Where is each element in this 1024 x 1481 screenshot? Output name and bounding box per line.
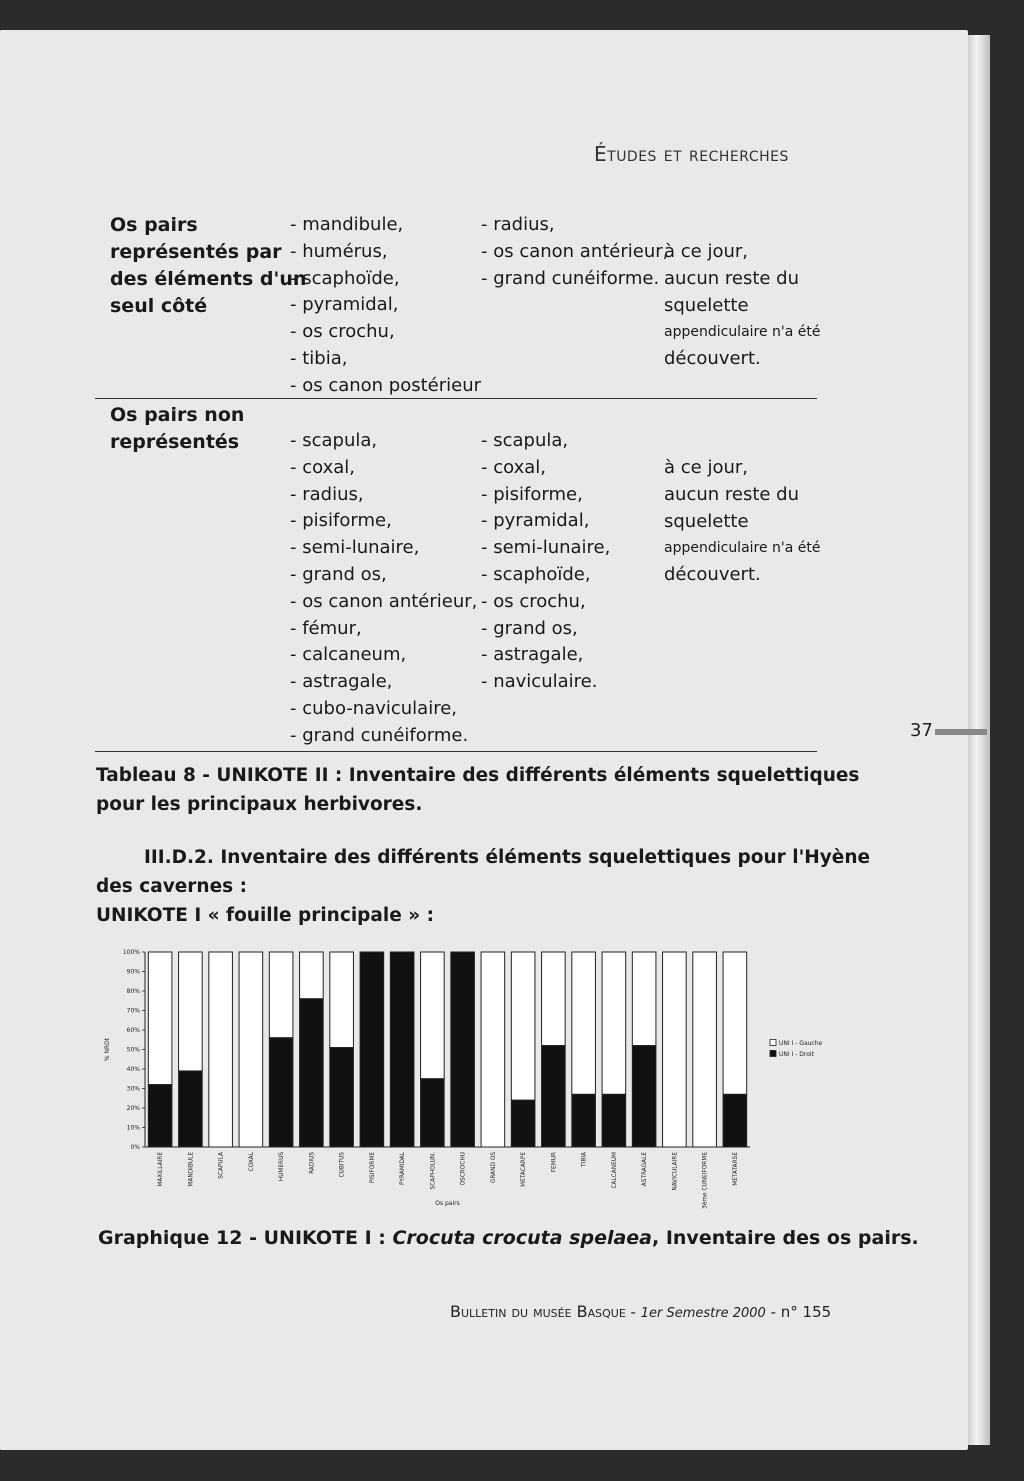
caption-line: pour les principaux herbivores. (96, 794, 423, 815)
note-line: découvert. (664, 348, 761, 370)
table-bottom-rule (95, 751, 817, 752)
note-line: squelette (664, 294, 749, 316)
section1-label-line: représentés par (110, 241, 282, 263)
list-item: - astragale, (290, 671, 393, 693)
list-item: - os crochu, (290, 321, 395, 343)
y-tick-label: 20% (126, 1105, 140, 1112)
bar-droit (451, 952, 475, 1147)
x-tick-label: OSCROCHU (460, 1152, 467, 1186)
x-tick-label: NAVICULAIRE (672, 1152, 679, 1191)
legend-label: UNI I - Gauche (779, 1040, 823, 1047)
heading-line: UNIKOTE I « fouille principale » : (96, 905, 435, 926)
section1-col1 (290, 212, 481, 400)
y-tick-label: 100% (122, 949, 140, 956)
section1-label (110, 212, 306, 320)
graph12-chart (95, 940, 825, 1209)
bar-gauche (481, 952, 505, 1147)
list-item: - grand cunéiforme. (290, 724, 469, 746)
note-line: à ce jour, (664, 241, 748, 262)
footer-separator: - (625, 1303, 641, 1321)
footer-semester: 1er Semestre 2000 (640, 1306, 766, 1321)
list-item: - fémur, (290, 617, 362, 639)
page-edge-stack (968, 35, 990, 1445)
x-tick-label: HUMERUS (279, 1152, 286, 1182)
bar-gauche (421, 952, 445, 1079)
section-heading (96, 843, 870, 930)
chart-bars (148, 952, 746, 1147)
bar-gauche (239, 952, 263, 1147)
x-tick-label: COXAL (248, 1152, 255, 1172)
list-item: - os canon postérieur (290, 374, 482, 396)
footer-issue: - n° 155 (765, 1303, 832, 1321)
bar-droit (390, 952, 414, 1147)
list-item: - semi-lunaire, (290, 537, 420, 559)
x-tick-label: MAXILLAIRE (158, 1152, 165, 1187)
chart-x-axis-label: Os pairs (435, 1200, 460, 1207)
bar-gauche (602, 952, 626, 1094)
bar-droit (300, 999, 324, 1147)
list-item: - humérus, (290, 240, 388, 262)
section2-label-line: Os pairs non (110, 404, 245, 426)
heading-line: III.D.2. Inventaire des différents éléments squelettiques pour l'Hyène (144, 847, 871, 868)
chart-y-axis-label: % NRDt (104, 1037, 111, 1062)
list-item: - tibia, (290, 347, 348, 369)
y-tick-label: 90% (126, 968, 140, 976)
bar-gauche (542, 952, 566, 1046)
y-tick-label: 60% (126, 1027, 140, 1034)
list-item: - pyramidal, (290, 294, 399, 316)
y-tick-label: 50% (126, 1046, 140, 1054)
list-item: - scapula, (481, 430, 569, 451)
bar-droit (148, 1085, 172, 1147)
list-item: - coxal, (481, 456, 546, 478)
section1-col2 (481, 212, 668, 292)
list-item: - os crochu, (481, 590, 586, 612)
list-item: - astragale, (481, 644, 584, 666)
bar-droit (179, 1071, 203, 1147)
table8-caption (96, 761, 859, 819)
list-item: - calcaneum, (290, 644, 407, 666)
bar-droit (723, 1094, 747, 1147)
legend-label: UNI I - Droit (779, 1051, 814, 1058)
x-tick-label: PISIFORME (369, 1152, 376, 1184)
bar-droit (572, 1094, 596, 1147)
list-item: - cubo-naviculaire, (290, 697, 458, 719)
x-tick-label: CALCANEUM (611, 1152, 618, 1189)
bar-gauche (723, 952, 747, 1094)
list-item: - grand os, (481, 617, 578, 639)
note-line: à ce jour, (664, 457, 748, 478)
chart-legend (770, 1040, 823, 1059)
bar-gauche (632, 952, 656, 1046)
list-item: - radius, (290, 483, 364, 505)
list-item: - semi-lunaire, (481, 537, 611, 559)
list-item: - coxal, (290, 456, 355, 478)
bar-gauche (693, 952, 717, 1147)
list-item: - mandibule, (290, 214, 404, 235)
x-tick-label: FEMUR (551, 1152, 558, 1173)
note-line: découvert. (664, 564, 761, 586)
x-tick-label: MANDIBULE (188, 1152, 195, 1187)
y-tick-label: 30% (126, 1085, 140, 1093)
note-line: squelette (664, 510, 749, 532)
section2-col1 (290, 428, 477, 750)
caption-line: Tableau 8 - UNIKOTE II : Inventaire des différents éléments squelettiques (96, 765, 860, 786)
x-tick-label: SCAPHOLUN. (430, 1152, 437, 1190)
chart-y-tick-labels (123, 949, 140, 1151)
list-item: - scapula, (290, 430, 378, 451)
x-tick-label: METACARPE (521, 1152, 528, 1187)
list-item: - radius, (481, 214, 555, 235)
bar-gauche (572, 952, 596, 1094)
heading-line: des cavernes : (96, 876, 247, 897)
legend-swatch (770, 1040, 776, 1046)
list-item: - os canon antérieur, (481, 240, 669, 262)
list-item: - grand os, (290, 563, 387, 585)
section2-note (664, 455, 821, 589)
bar-gauche (209, 952, 233, 1147)
bar-gauche (330, 952, 354, 1048)
list-item: - grand cunéiforme. (481, 267, 660, 289)
y-tick-label: 0% (130, 1144, 140, 1151)
page-number-tab (935, 729, 987, 735)
section1-label-line: des éléments d'un (110, 268, 307, 290)
chart-axes (142, 952, 750, 1147)
section1-label-line: seul côté (110, 295, 208, 317)
y-tick-label: 80% (126, 988, 140, 995)
list-item: - naviculaire. (481, 671, 598, 693)
footer-journal: Bulletin du musée Basque (450, 1302, 626, 1321)
note-line: appendiculaire n'a été (664, 324, 821, 341)
bar-gauche (269, 952, 293, 1038)
bar-droit (269, 1038, 293, 1147)
section2-label (110, 402, 244, 456)
footer (450, 1302, 831, 1321)
bar-gauche (179, 952, 203, 1071)
caption-species: Crocuta crocuta spelaea (392, 1227, 652, 1249)
bar-droit (602, 1094, 626, 1147)
bar-droit (330, 1048, 354, 1147)
x-tick-label: ASTRAGALE (642, 1152, 649, 1187)
list-item: - os canon antérieur, (290, 590, 478, 612)
x-tick-label: GRAND OS (490, 1152, 497, 1184)
bar-droit (511, 1100, 535, 1147)
caption-suffix: , Inventaire des os pairs. (652, 1227, 919, 1249)
y-tick-label: 40% (126, 1066, 140, 1073)
bar-gauche (148, 952, 172, 1085)
x-tick-label: TIBIA (581, 1152, 588, 1167)
graph12-caption (98, 1224, 919, 1253)
list-item: - pisiforme, (481, 483, 583, 505)
section2-label-line: représentés (110, 431, 240, 453)
list-item: - pyramidal, (481, 510, 590, 532)
caption-prefix: Graphique 12 - UNIKOTE I : (98, 1227, 393, 1249)
x-tick-label: 3ème CUNEIFORME (702, 1152, 709, 1209)
x-tick-label: PYRAMIDAL (400, 1152, 407, 1185)
y-tick-label: 10% (126, 1124, 140, 1132)
bar-gauche (300, 952, 324, 999)
list-item: - scaphoïde, (481, 563, 591, 585)
table-divider (95, 398, 817, 399)
bar-gauche (511, 952, 535, 1100)
x-tick-label: SCAPULA (218, 1152, 225, 1179)
section2-col2 (481, 428, 610, 696)
note-line: appendiculaire n'a été (664, 540, 821, 557)
note-line: aucun reste du (664, 483, 800, 505)
section1-label-line: Os pairs (110, 214, 198, 236)
x-tick-label: METATARSE (732, 1152, 739, 1186)
x-tick-label: RADIUS (309, 1152, 316, 1174)
y-tick-label: 70% (126, 1007, 140, 1015)
section1-note (664, 239, 821, 373)
page-number: 37 (910, 720, 933, 741)
running-header: Études et recherches (594, 142, 789, 166)
bar-droit (542, 1046, 566, 1147)
list-item: - scaphoïde, (290, 267, 400, 289)
bar-droit (421, 1079, 445, 1147)
list-item: - pisiforme, (290, 510, 392, 532)
bar-droit (360, 952, 384, 1147)
legend-swatch (770, 1051, 776, 1057)
bar-gauche (663, 952, 687, 1147)
x-tick-label: CUBITUS (339, 1152, 346, 1178)
note-line: aucun reste du (664, 267, 800, 289)
bar-droit (632, 1046, 656, 1147)
